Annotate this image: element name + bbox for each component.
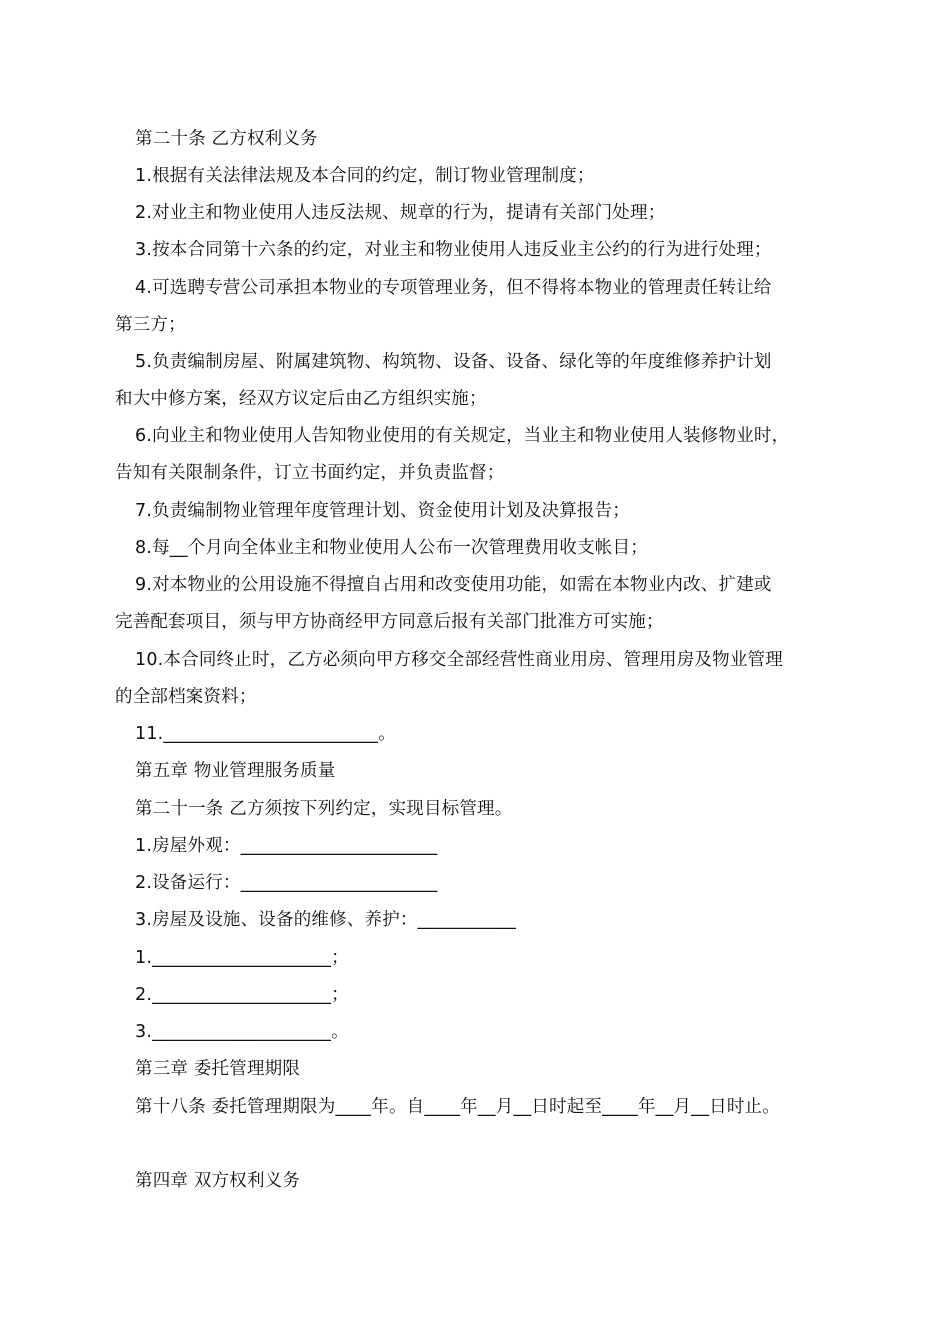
chapter-3-heading: 第三章 委托管理期限: [135, 1059, 301, 1079]
paragraph-line: 3.房屋及设施、设备的维修、养护：___________: [135, 910, 517, 930]
paragraph-line: 7.负责编制物业管理年度管理计划、资金使用计划及决算报告；: [135, 501, 630, 521]
paragraph-line: 2.对业主和物业使用人违反法规、规章的行为，提请有关部门处理；: [135, 203, 666, 223]
paragraph-line: 告知有关限制条件，订立书面约定，并负责监督；: [115, 463, 505, 483]
paragraph-line: 3.____________________。: [135, 1022, 349, 1042]
article-20-heading: 第二十条 乙方权利义务: [135, 129, 318, 149]
paragraph-line: 11.________________________。: [135, 724, 396, 744]
paragraph-line: 9.对本物业的公用设施不得擅自占用和改变使用功能，如需在本物业内改、扩建或: [135, 575, 772, 595]
paragraph-line: 1.根据有关法律法规及本合同的约定，制订物业管理制度；: [135, 166, 595, 186]
article-21-heading: 第二十一条 乙方须按下列约定，实现目标管理。: [135, 799, 513, 819]
paragraph-line: 的全部档案资料；: [115, 687, 257, 707]
paragraph-line: 完善配套项目，须与甲方协商经甲方同意后报有关部门批准方可实施；: [115, 612, 664, 632]
paragraph-line: 4.可选聘专营公司承担本物业的专项管理业务，但不得将本物业的管理责任转让给: [135, 278, 772, 298]
paragraph-line: 10.本合同终止时，乙方必须向甲方移交全部经营性商业用房、管理用房及物业管理: [135, 650, 783, 670]
paragraph-line: 5.负责编制房屋、附属建筑物、构筑物、设备、设备、绿化等的年度维修养护计划: [135, 352, 772, 372]
paragraph-line: 6.向业主和物业使用人告知物业使用的有关规定，当业主和物业使用人装修物业时，: [135, 426, 790, 446]
paragraph-line: 8.每__个月向全体业主和物业使用人公布一次管理费用收支帐目；: [135, 538, 648, 558]
paragraph-line: 第三方；: [115, 315, 186, 335]
paragraph-line: 1.房屋外观：______________________: [135, 836, 438, 856]
paragraph-line: 和大中修方案，经双方议定后由乙方组织实施；: [115, 389, 487, 409]
chapter-5-heading: 第五章 物业管理服务质量: [135, 761, 336, 781]
paragraph-line: 1.____________________；: [135, 948, 349, 968]
article-18-line: 第十八条 委托管理期限为____年。自____年__月__日时起至____年__月__日时止。: [135, 1097, 780, 1117]
paragraph-line: 3.按本合同第十六条的约定，对业主和物业使用人违反业主公约的行为进行处理；: [135, 240, 772, 260]
paragraph-line: 2.设备运行：______________________: [135, 873, 438, 893]
chapter-4-heading: 第四章 双方权利义务: [135, 1171, 301, 1191]
paragraph-line: 2.____________________；: [135, 985, 349, 1005]
